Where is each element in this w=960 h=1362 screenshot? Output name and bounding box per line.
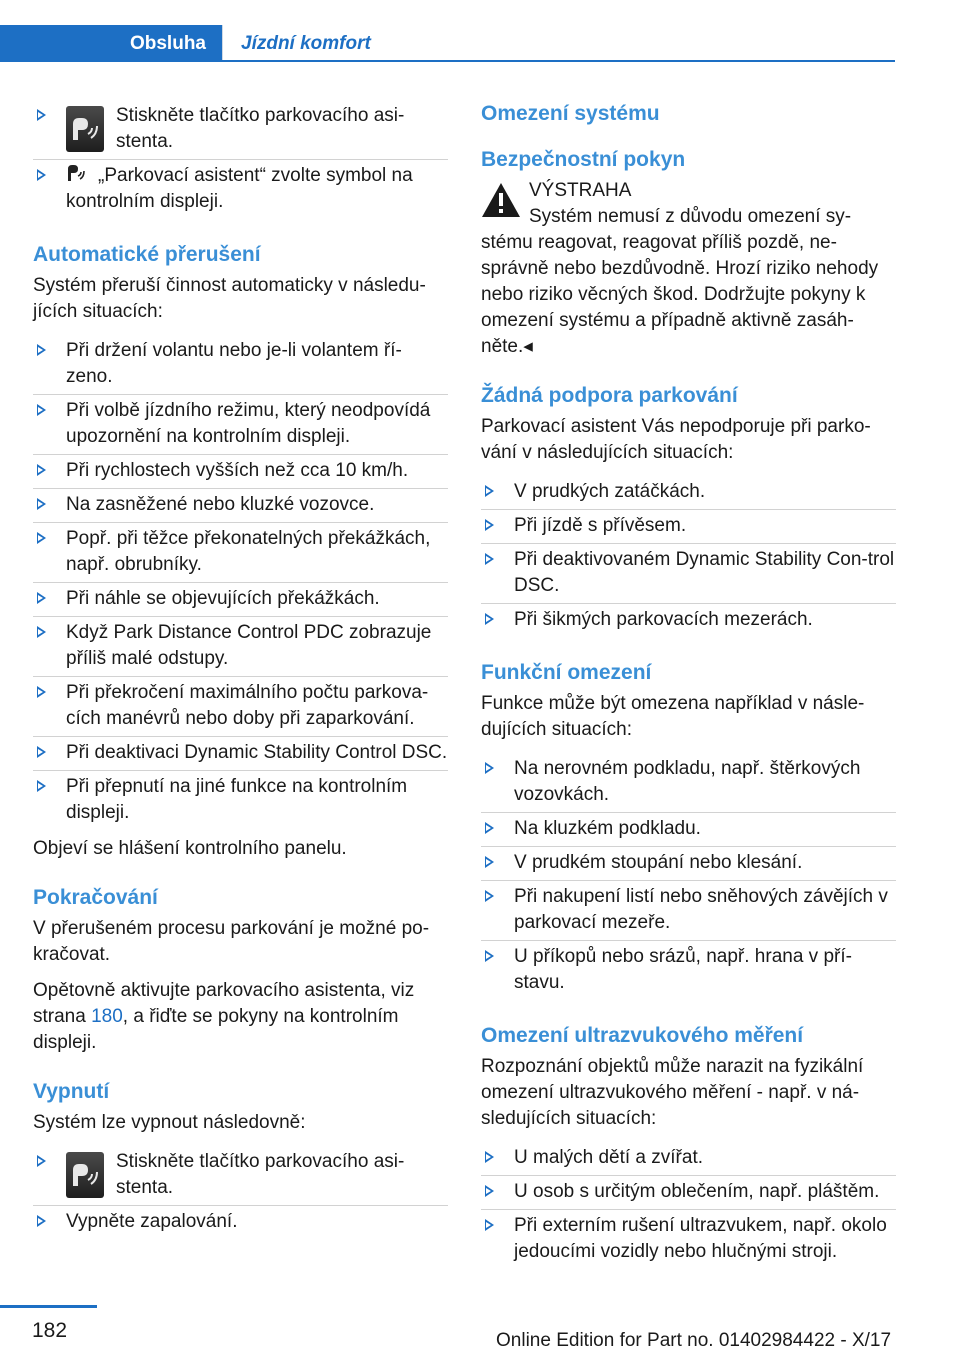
parking-assistant-symbol-icon: [66, 163, 86, 183]
list-item: Při deaktivovaném Dynamic Stability Con‐trol DSC.: [481, 544, 896, 604]
header-rule: [0, 60, 895, 62]
bullet-triangle-icon: [37, 746, 46, 758]
bullet-triangle-icon: [37, 169, 46, 181]
list-item: U příkopů nebo srázů, např. hrana v pří‐stavu.: [481, 941, 896, 1000]
page-number: 182: [32, 1319, 68, 1342]
bullet-triangle-icon: [37, 686, 46, 698]
section-title-auto: Automatické přerušení: [33, 243, 261, 266]
edition-note: Online Edition for Part no. 01402984422 - X/17: [496, 1330, 892, 1351]
paragraph: Funkce může být omezena například v násle‐dujících situacích:: [481, 693, 865, 740]
right-column: [481, 100, 896, 1275]
warning-triangle-icon: [481, 182, 521, 218]
parking-assistant-button-icon: [66, 106, 104, 152]
activation-steps: [33, 100, 448, 219]
bullet-triangle-icon: [37, 780, 46, 792]
list-item: Při jízdě s přívěsem.: [481, 510, 896, 544]
list-item: Na nerovném podkladu, např. štěrkových vozovkách.: [481, 753, 896, 813]
section-title-nosupport: Žádná podpora parkování: [481, 384, 738, 407]
list-item: Popř. při těžce překonatelných překážkách, např. obrubníky.: [33, 523, 448, 583]
paragraph: Objeví se hlášení kontrolního panelu.: [33, 838, 347, 859]
bullet-triangle-icon: [37, 1155, 46, 1167]
list-item: Při překročení maximálního počtu parkova‐cích manévrů nebo doby při zaparkování.: [33, 677, 448, 737]
ultra-list: [481, 1142, 896, 1269]
tab-obsluha[interactable]: Obsluha: [0, 25, 222, 62]
bullet-triangle-icon: [37, 404, 46, 416]
header-tabs: [0, 25, 895, 62]
left-column: [33, 100, 448, 1245]
warning-body: stému reagovat, reagovat příliš pozdě, ne‐správně nebo bezdůvodně. Hrozí riziko nehody nebo riziko věcných škod. Dodržujte pokyny k omezení systému a případně aktivně zasáh‐něte.◂: [481, 232, 879, 357]
list-item: Když Park Distance Control PDC zobrazuje příliš malé odstupy.: [33, 617, 448, 677]
off-steps: [33, 1146, 448, 1239]
tab-divider: [222, 25, 223, 62]
warning-label: VÝSTRAHA: [529, 180, 632, 201]
bullet-triangle-icon: [485, 485, 494, 497]
bullet-triangle-icon: [37, 532, 46, 544]
bullet-triangle-icon: [37, 626, 46, 638]
list-item: U osob s určitým oblečením, např. pláštěm.: [481, 1176, 896, 1210]
bullet-triangle-icon: [485, 1151, 494, 1163]
paragraph: Parkovací asistent Vás nepodporuje při parko‐vání v následujících situacích:: [481, 416, 871, 463]
page-link[interactable]: 180: [91, 1006, 123, 1027]
list-item: Stiskněte tlačítko parkovacího asi‐stenta.: [33, 100, 448, 160]
section-title-off: Vypnutí: [33, 1080, 110, 1103]
bullet-triangle-icon: [485, 553, 494, 565]
bullet-triangle-icon: [485, 1219, 494, 1231]
bullet-triangle-icon: [485, 519, 494, 531]
parking-assistant-button-icon: [66, 1152, 104, 1198]
list-item: Při přepnutí na jiné funkce na kontrolním displeji.: [33, 771, 448, 830]
bullet-triangle-icon: [485, 613, 494, 625]
bullet-triangle-icon: [37, 592, 46, 604]
list-item: Při rychlostech vyšších než cca 10 km/h.: [33, 455, 448, 489]
list-item: Při externím rušení ultrazvukem, např. okolo jedoucími vozidly nebo hlučnými stroji.: [481, 1210, 896, 1269]
list-item: V prudkých zatáčkách.: [481, 476, 896, 510]
paragraph: Rozpoznání objektů může narazit na fyzikální omezení ultrazvukového měření - např. v ná‐sledujících situacích:: [481, 1056, 864, 1129]
list-item: Při náhle se objevujících překážkách.: [33, 583, 448, 617]
bullet-triangle-icon: [485, 1185, 494, 1197]
bullet-triangle-icon: [37, 344, 46, 356]
section-title-continue: Pokračování: [33, 886, 158, 909]
bullet-triangle-icon: [37, 109, 46, 121]
bullet-triangle-icon: [485, 762, 494, 774]
bullet-triangle-icon: [37, 464, 46, 476]
list-item: Na kluzkém podkladu.: [481, 813, 896, 847]
section-title-limits: Omezení systému: [481, 102, 660, 125]
bullet-triangle-icon: [485, 856, 494, 868]
bullet-triangle-icon: [485, 890, 494, 902]
list-item: Při nakupení listí nebo sněhových závějích v parkovací mezeře.: [481, 881, 896, 941]
paragraph: Systém lze vypnout následovně:: [33, 1112, 306, 1133]
warning-box: [481, 178, 896, 360]
section-title-func: Funkční omezení: [481, 661, 652, 684]
list-item: V prudkém stoupání nebo klesání.: [481, 847, 896, 881]
paragraph: V přerušeném procesu parkování je možné po‐kračovat.: [33, 918, 430, 965]
bullet-triangle-icon: [485, 822, 494, 834]
list-item: Při šikmých parkovacích mezerách.: [481, 604, 896, 637]
section-title-ultra: Omezení ultrazvukového měření: [481, 1024, 804, 1047]
list-item: Vypněte zapalování.: [33, 1206, 448, 1239]
paragraph: Systém přeruší činnost automaticky v následu‐jících situacích:: [33, 275, 426, 322]
bullet-triangle-icon: [37, 498, 46, 510]
list-item: Stiskněte tlačítko parkovacího asi‐stenta.: [33, 1146, 448, 1206]
list-item: Na zasněžené nebo kluzké vozovce.: [33, 489, 448, 523]
auto-list: [33, 335, 448, 830]
warning-line: Systém nemusí z důvodu omezení sy‐: [529, 206, 852, 227]
func-list: [481, 753, 896, 1000]
list-item: Při držení volantu nebo je-li volantem ří‐zeno.: [33, 335, 448, 395]
list-item: Při deaktivaci Dynamic Stability Control DSC.: [33, 737, 448, 771]
bullet-triangle-icon: [485, 950, 494, 962]
list-item: U malých dětí a zvířat.: [481, 1142, 896, 1176]
section-title-safety: Bezpečnostní pokyn: [481, 148, 686, 171]
footer-rule: [0, 1305, 97, 1308]
nosupport-list: [481, 476, 896, 637]
list-item: „Parkovací asistent“ zvolte symbol na kontrolním displeji.: [33, 160, 448, 219]
list-item: Při volbě jízdního režimu, který neodpovídá upozornění na kontrolním displeji.: [33, 395, 448, 455]
tab-jizdni-komfort[interactable]: Jízdní komfort: [241, 32, 371, 54]
bullet-triangle-icon: [37, 1215, 46, 1227]
paragraph: Opětovně aktivujte parkovacího asistenta, viz strana 180, a řiďte se pokyny na kontrolním displeji.: [33, 980, 415, 1053]
